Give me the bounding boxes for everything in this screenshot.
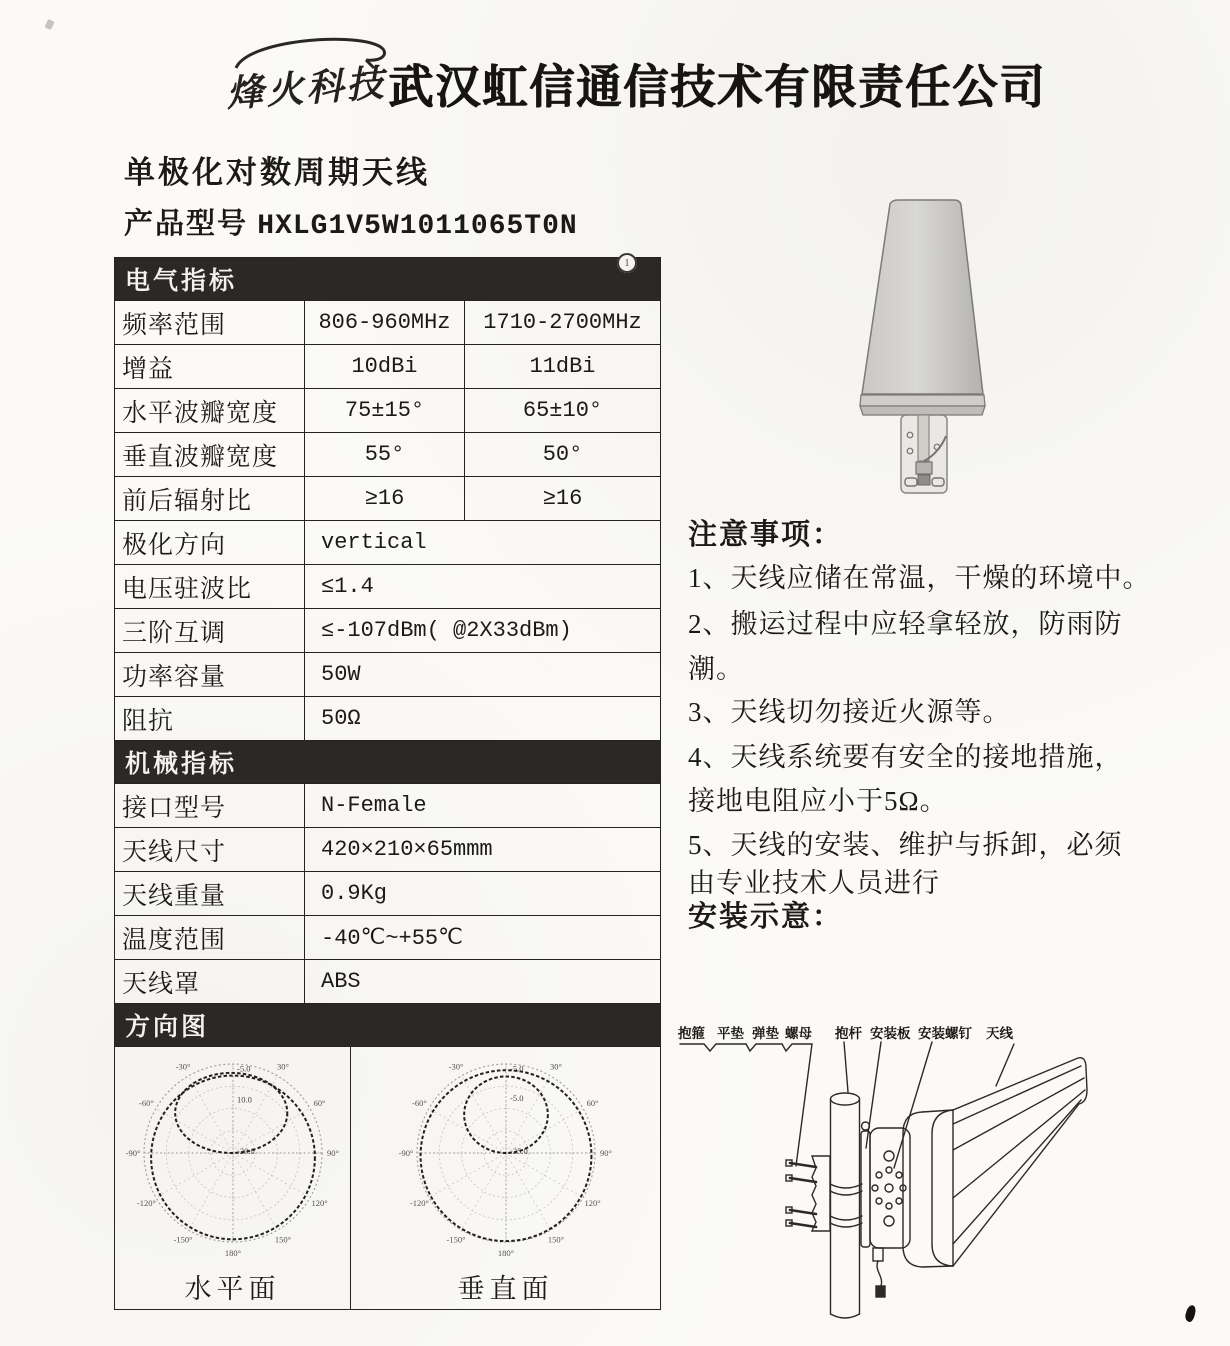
spec-value: N-Female	[305, 784, 661, 828]
svg-text:60°: 60°	[313, 1098, 326, 1108]
table-row	[115, 697, 661, 741]
svg-text:-90°: -90°	[398, 1148, 413, 1158]
svg-text:-150°: -150°	[446, 1234, 466, 1245]
scan-sticker-artifact: 1	[617, 253, 637, 273]
spec-value: -40℃~+55℃	[305, 916, 661, 960]
table-row	[115, 828, 661, 872]
table-row	[115, 653, 661, 697]
table-row	[115, 609, 661, 653]
table-row	[115, 565, 661, 609]
spec-value: ≤1.4	[305, 565, 661, 609]
note-line: 5、天线的安装、维护与拆卸，必须	[688, 830, 1123, 860]
table-row	[115, 784, 661, 828]
install-label-nut: 螺母	[785, 1026, 812, 1041]
spec-label: 天线罩	[115, 960, 305, 1004]
svg-text:-60°: -60°	[138, 1098, 154, 1108]
spec-label: 天线尺寸	[115, 828, 305, 872]
note-line: 4、天线系统要有安全的接地措施，	[688, 742, 1123, 772]
note-line: 由专业技术人员进行	[688, 868, 940, 898]
spec-label: 电压驻波比	[115, 565, 305, 609]
spec-label: 前后辐射比	[115, 477, 305, 521]
spec-value: 806-960MHz	[305, 301, 465, 345]
plot-cell-horizontal	[115, 1047, 351, 1309]
spec-label: 天线重量	[115, 872, 305, 916]
svg-text:30°: 30°	[549, 1061, 562, 1072]
svg-text:30°: 30°	[276, 1061, 289, 1072]
svg-text:-5.0: -5.0	[509, 1092, 523, 1103]
model-value: HXLG1V5W1011065T0N	[257, 211, 578, 242]
install-label-antenna: 天线	[986, 1026, 1013, 1041]
spec-label: 接口型号	[115, 784, 305, 828]
radiation-pattern-horizontal	[117, 1050, 349, 1274]
spec-label: 增益	[115, 345, 305, 389]
model-label: 产品型号	[124, 208, 249, 240]
svg-text:120°: 120°	[311, 1198, 328, 1208]
install-heading: 安装示意：	[688, 901, 844, 933]
svg-text:150°: 150°	[547, 1234, 564, 1245]
table-row	[115, 345, 661, 389]
spec-value: 10dBi	[305, 345, 465, 389]
svg-text:-60°: -60°	[411, 1098, 427, 1108]
company-logo: 烽火科技	[224, 60, 388, 116]
spec-value: 0.9Kg	[305, 872, 661, 916]
install-label-plate: 安装板	[870, 1026, 911, 1041]
spec-value: ≤-107dBm( @2X33dBm)	[305, 609, 661, 653]
spec-label: 极化方向	[115, 521, 305, 565]
note-line: 接地电阻应小于5Ω。	[688, 786, 948, 816]
spec-table-body	[115, 258, 661, 1310]
spec-value: 75±15°	[305, 389, 465, 433]
radiation-pattern-vertical	[390, 1050, 622, 1274]
spec-value: 50°	[465, 433, 661, 477]
spec-label: 阻抗	[115, 697, 305, 741]
install-label-pole: 抱杆	[835, 1026, 862, 1041]
svg-text:90°: 90°	[599, 1148, 612, 1158]
antenna-product-image	[850, 194, 1000, 506]
spec-label: 功率容量	[115, 653, 305, 697]
svg-text:-120°: -120°	[409, 1198, 429, 1208]
pattern-plots-row	[115, 1047, 661, 1310]
table-row	[115, 389, 661, 433]
svg-text:-150°: -150°	[173, 1234, 192, 1245]
note-line: 3、天线切勿接近火源等。	[688, 697, 1011, 727]
spec-label: 温度范围	[115, 916, 305, 960]
spec-label: 垂直波瓣宽度	[115, 433, 305, 477]
table-row	[115, 916, 661, 960]
spec-value: 50W	[305, 653, 661, 697]
spec-value: 420×210×65mmm	[305, 828, 661, 872]
table-row	[115, 521, 661, 565]
table-row	[115, 872, 661, 916]
plot-caption: 垂直面	[457, 1274, 554, 1304]
plot-cell-vertical	[351, 1047, 660, 1309]
svg-text:-90°: -90°	[125, 1148, 140, 1158]
plot-caption: 水平面	[184, 1274, 281, 1304]
spec-value: vertical	[305, 521, 661, 565]
spec-value: 1710-2700MHz	[465, 301, 661, 345]
svg-text:-30°: -30°	[175, 1061, 190, 1072]
svg-text:180°: 180°	[224, 1248, 241, 1258]
note-line: 潮。	[688, 654, 744, 684]
section-header: 方向图	[115, 1004, 661, 1047]
page-title: 单极化对数周期天线	[124, 155, 430, 190]
install-label-spring-washer: 弹垫	[752, 1026, 779, 1041]
svg-text:-25.0: -25.0	[509, 1146, 528, 1157]
install-label-flat-washer: 平垫	[717, 1026, 744, 1041]
svg-text:150°: 150°	[274, 1234, 291, 1245]
svg-text:180°: 180°	[497, 1248, 514, 1258]
spec-value: ABS	[305, 960, 661, 1004]
svg-text:-30°: -30°	[448, 1061, 463, 1072]
svg-text:60°: 60°	[586, 1098, 599, 1108]
table-row	[115, 301, 661, 345]
table-row	[115, 960, 661, 1004]
spec-value: 50Ω	[305, 697, 661, 741]
spec-label: 频率范围	[115, 301, 305, 345]
note-line: 1、天线应储在常温，干燥的环境中。	[688, 563, 1151, 593]
company-name: 武汉虹信通信技术有限责任公司	[388, 60, 1047, 114]
install-label-clamp: 抱箍	[678, 1026, 705, 1041]
svg-text:10.0: 10.0	[236, 1094, 252, 1105]
spec-label: 三阶互调	[115, 609, 305, 653]
scan-speck	[44, 19, 54, 30]
spec-value: 65±10°	[465, 389, 661, 433]
svg-text:-120°: -120°	[136, 1198, 156, 1208]
svg-text:90°: 90°	[326, 1148, 339, 1158]
svg-text:-5.0: -5.0	[509, 1063, 523, 1074]
svg-text:-5.0: -5.0	[236, 1063, 250, 1074]
spec-value: ≥16	[305, 477, 465, 521]
section-header: 电气指标	[115, 258, 661, 301]
product-model-line	[124, 201, 578, 242]
section-header: 机械指标	[115, 741, 661, 784]
svg-text:-20.0: -20.0	[236, 1146, 255, 1157]
installation-diagram	[670, 1016, 1222, 1346]
spec-value: 11dBi	[465, 345, 661, 389]
spec-label: 水平波瓣宽度	[115, 389, 305, 433]
svg-text:120°: 120°	[584, 1198, 601, 1208]
note-line: 2、搬运过程中应轻拿轻放，防雨防	[688, 609, 1123, 639]
spec-value: 55°	[305, 433, 465, 477]
install-label-screws: 安装螺钉	[918, 1026, 972, 1041]
spec-table	[114, 257, 661, 1310]
notes-heading: 注意事项：	[688, 519, 844, 551]
spec-value: ≥16	[465, 477, 661, 521]
table-row	[115, 477, 661, 521]
table-row	[115, 433, 661, 477]
